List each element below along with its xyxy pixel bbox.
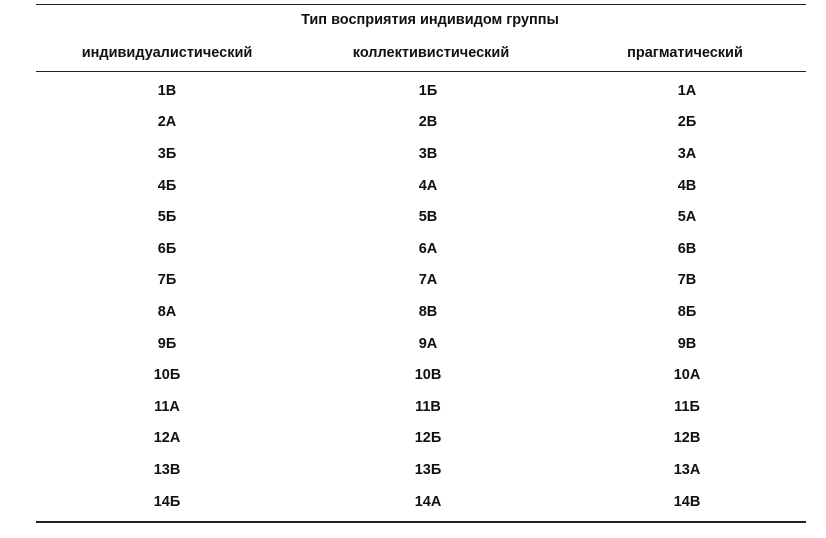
table-cell [36, 178, 298, 194]
table-cell [298, 399, 564, 415]
table-row [36, 486, 806, 518]
table-row [36, 454, 806, 486]
cell-value: 11В [415, 398, 441, 415]
table-cell [298, 241, 564, 257]
cell-value: 7В [677, 272, 697, 289]
column-headers [36, 35, 806, 71]
table-cell [298, 430, 564, 446]
table-cell [564, 367, 806, 383]
cell-value: 3А [677, 145, 697, 162]
table-cell [36, 114, 298, 130]
table-row [36, 359, 806, 391]
cell-value: 12В [673, 430, 701, 447]
cell-value: 11Б [674, 398, 700, 415]
table-cell [564, 462, 806, 478]
table-cell [298, 494, 564, 510]
table-row [36, 233, 806, 265]
cell-value: 10В [414, 367, 442, 384]
table-row [36, 391, 806, 423]
table-cell [298, 114, 564, 130]
table-cell [564, 209, 806, 225]
cell-value: 6А [418, 240, 438, 257]
table-cell [36, 399, 298, 415]
cell-value: 14А [414, 493, 442, 510]
table-row [36, 265, 806, 297]
table-cell [36, 272, 298, 288]
cell-value: 8Б [677, 303, 697, 320]
cell-value: 3В [418, 145, 438, 162]
table-cell [564, 272, 806, 288]
table-cell [298, 367, 564, 383]
cell-value: 4Б [157, 177, 177, 194]
cell-value: 5В [418, 209, 438, 226]
cell-value: 11А [154, 398, 180, 415]
table-cell [298, 146, 564, 162]
column-header-individualistic: индивидуалистический [81, 45, 253, 61]
column-header-pragmatic: прагматический [627, 45, 743, 61]
table-cell [298, 178, 564, 194]
cell-value: 13А [673, 461, 701, 478]
table-cell [36, 494, 298, 510]
cell-value: 6В [677, 240, 697, 257]
cell-value: 10Б [153, 367, 181, 384]
cell-value: 7Б [157, 272, 177, 289]
table-cell [36, 430, 298, 446]
table-cell [36, 241, 298, 257]
cell-value: 4А [418, 177, 438, 194]
table-cell [564, 83, 806, 99]
table-cell [564, 178, 806, 194]
table-row [36, 107, 806, 139]
cell-value: 10А [673, 367, 701, 384]
table-cell [564, 494, 806, 510]
table-row [36, 201, 806, 233]
cell-value: 14Б [153, 493, 181, 510]
cell-value: 9В [677, 335, 697, 352]
cell-value: 3Б [157, 145, 177, 162]
table-bottom-rule [36, 521, 806, 523]
cell-value: 13В [153, 461, 181, 478]
cell-value: 2Б [677, 114, 697, 131]
table-cell [564, 146, 806, 162]
cell-value: 13Б [414, 461, 442, 478]
table-cell [298, 304, 564, 320]
cell-value: 12Б [414, 430, 442, 447]
cell-value: 2В [418, 114, 438, 131]
table-cell [36, 209, 298, 225]
table-cell [564, 399, 806, 415]
cell-value: 4В [677, 177, 697, 194]
cell-value: 9А [418, 335, 438, 352]
cell-value: 5Б [157, 209, 177, 226]
cell-value: 1А [677, 82, 697, 99]
table-row [36, 296, 806, 328]
table-title: Тип восприятия индивидом группы [301, 12, 559, 28]
table-cell [298, 83, 564, 99]
cell-value: 6Б [157, 240, 177, 257]
table-cell [564, 430, 806, 446]
table-cell [36, 462, 298, 478]
table-cell [36, 304, 298, 320]
table-cell [564, 336, 806, 352]
table-cell [564, 304, 806, 320]
cell-value: 9Б [157, 335, 177, 352]
table-row [36, 423, 806, 455]
cell-value: 8А [157, 303, 177, 320]
table-cell [564, 241, 806, 257]
table-cell [36, 83, 298, 99]
table-row [36, 75, 806, 107]
column-header-collectivistic: коллективистический [352, 45, 510, 61]
cell-value: 5А [677, 209, 697, 226]
table-cell [298, 462, 564, 478]
table-cell [36, 336, 298, 352]
table-cell [298, 209, 564, 225]
table-row [36, 170, 806, 202]
table-cell [298, 272, 564, 288]
cell-value: 1В [157, 82, 177, 99]
table-row [36, 138, 806, 170]
cell-value: 14В [673, 493, 701, 510]
cell-value: 1Б [418, 82, 438, 99]
cell-value: 2А [157, 114, 177, 131]
cell-value: 8В [418, 303, 438, 320]
table-cell [564, 114, 806, 130]
table-row [36, 328, 806, 360]
cell-value: 12А [153, 430, 181, 447]
perception-type-table [36, 4, 806, 523]
table-cell [298, 336, 564, 352]
table-cell [36, 367, 298, 383]
table-body [36, 72, 806, 521]
table-cell [36, 146, 298, 162]
cell-value: 7А [418, 272, 438, 289]
